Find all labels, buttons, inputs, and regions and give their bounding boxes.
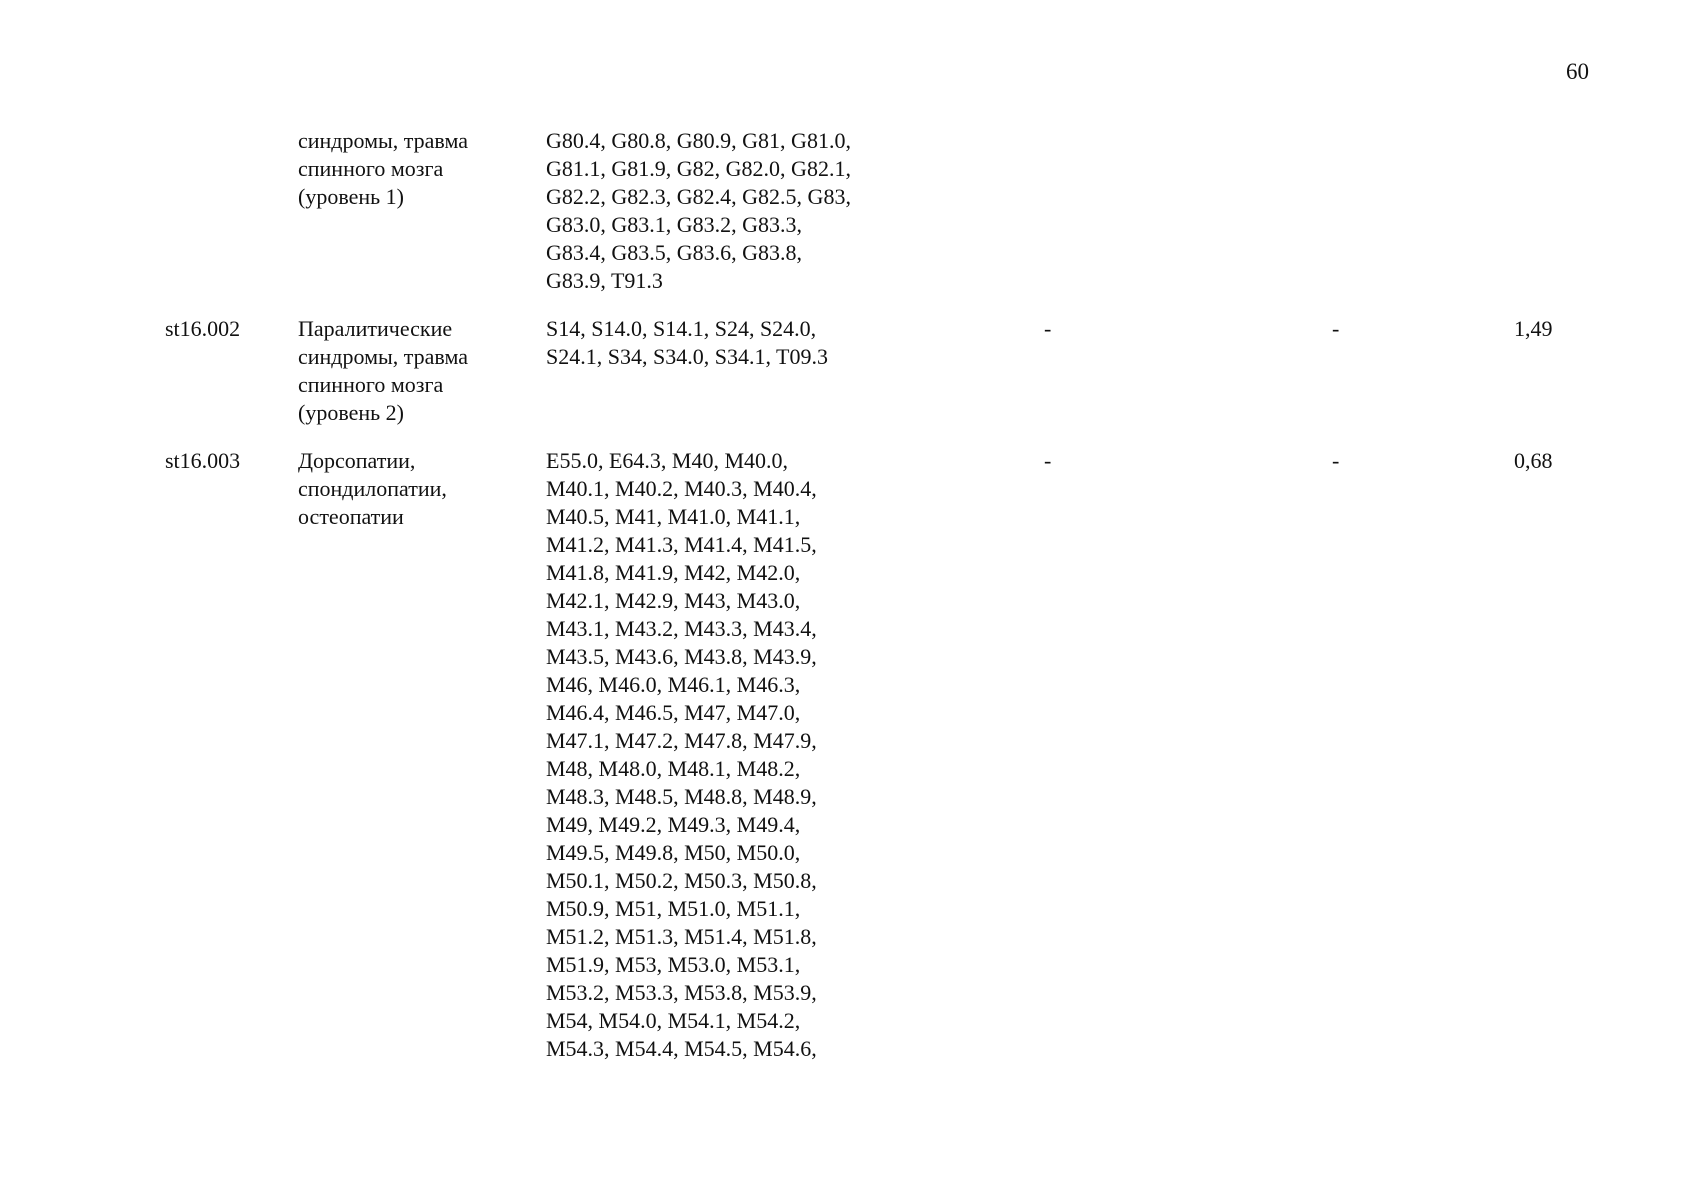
coefficient-cell: 1,49 xyxy=(1514,316,1553,341)
page-number: 60 xyxy=(1566,59,1589,84)
column-a-cell: - xyxy=(1044,448,1052,473)
name-cell: синдромы, травма спинного мозга (уровень 1) xyxy=(298,128,468,209)
name-cell: Паралитические синдромы, травма спинного мозга (уровень 2) xyxy=(298,316,468,425)
column-a-cell: - xyxy=(1044,316,1052,341)
code-cell: st16.003 xyxy=(165,448,241,473)
coefficient-cell: 0,68 xyxy=(1514,448,1553,473)
name-cell: Дорсопатии, спондилопатии, остеопатии xyxy=(298,448,447,529)
column-b-cell: - xyxy=(1332,316,1340,341)
icd-codes-cell: G80.4, G80.8, G80.9, G81, G81.0, G81.1, G81.9, G82, G82.0, G82.1, G82.2, G82.3, G82.4, G82.5, G83, G83.0, G83.1, G83.2, G83.3, G83.4, G83.5, G83.6, G83.8, G83.9, T91.3 xyxy=(546,128,851,293)
icd-codes-cell: E55.0, E64.3, M40, M40.0, M40.1, M40.2, M40.3, M40.4, M40.5, M41, M41.0, M41.1, M41.2, M41.3, M41.4, M41.5, M41.8, M41.9, M42, M42.0, M42.1, M42.9, M43, M43.0, M43.1, M43.2, M43.3, M43.4, M43.5, M43.6, M43.8, M43.9, M46, M46.0, M46.1, M46.3, M46.4, M46.5, M47, M47.0, M47.1, M47.2, M47.8, M47.9, M48, M48.0, M48.1, M48.2, M48.3, M48.5, M48.8, M48.9, M49, M49.2, M49.3, M49.4, M49.5, M49.8, M50, M50.0, M50.1, M50.2, M50.3, M50.8, M50.9, M51, M51.0, M51.1, M51.2, M51.3, M51.4, M51.8, M51.9, M53, M53.0, M53.1, M53.2, M53.3, M53.8, M53.9, M54, M54.0, M54.1, M54.2, M54.3, M54.4, M54.5, M54.6, xyxy=(546,448,817,1061)
column-b-cell: - xyxy=(1332,448,1340,473)
code-cell: st16.002 xyxy=(165,316,241,341)
icd-codes-cell: S14, S14.0, S14.1, S24, S24.0, S24.1, S34, S34.0, S34.1, T09.3 xyxy=(546,316,828,369)
